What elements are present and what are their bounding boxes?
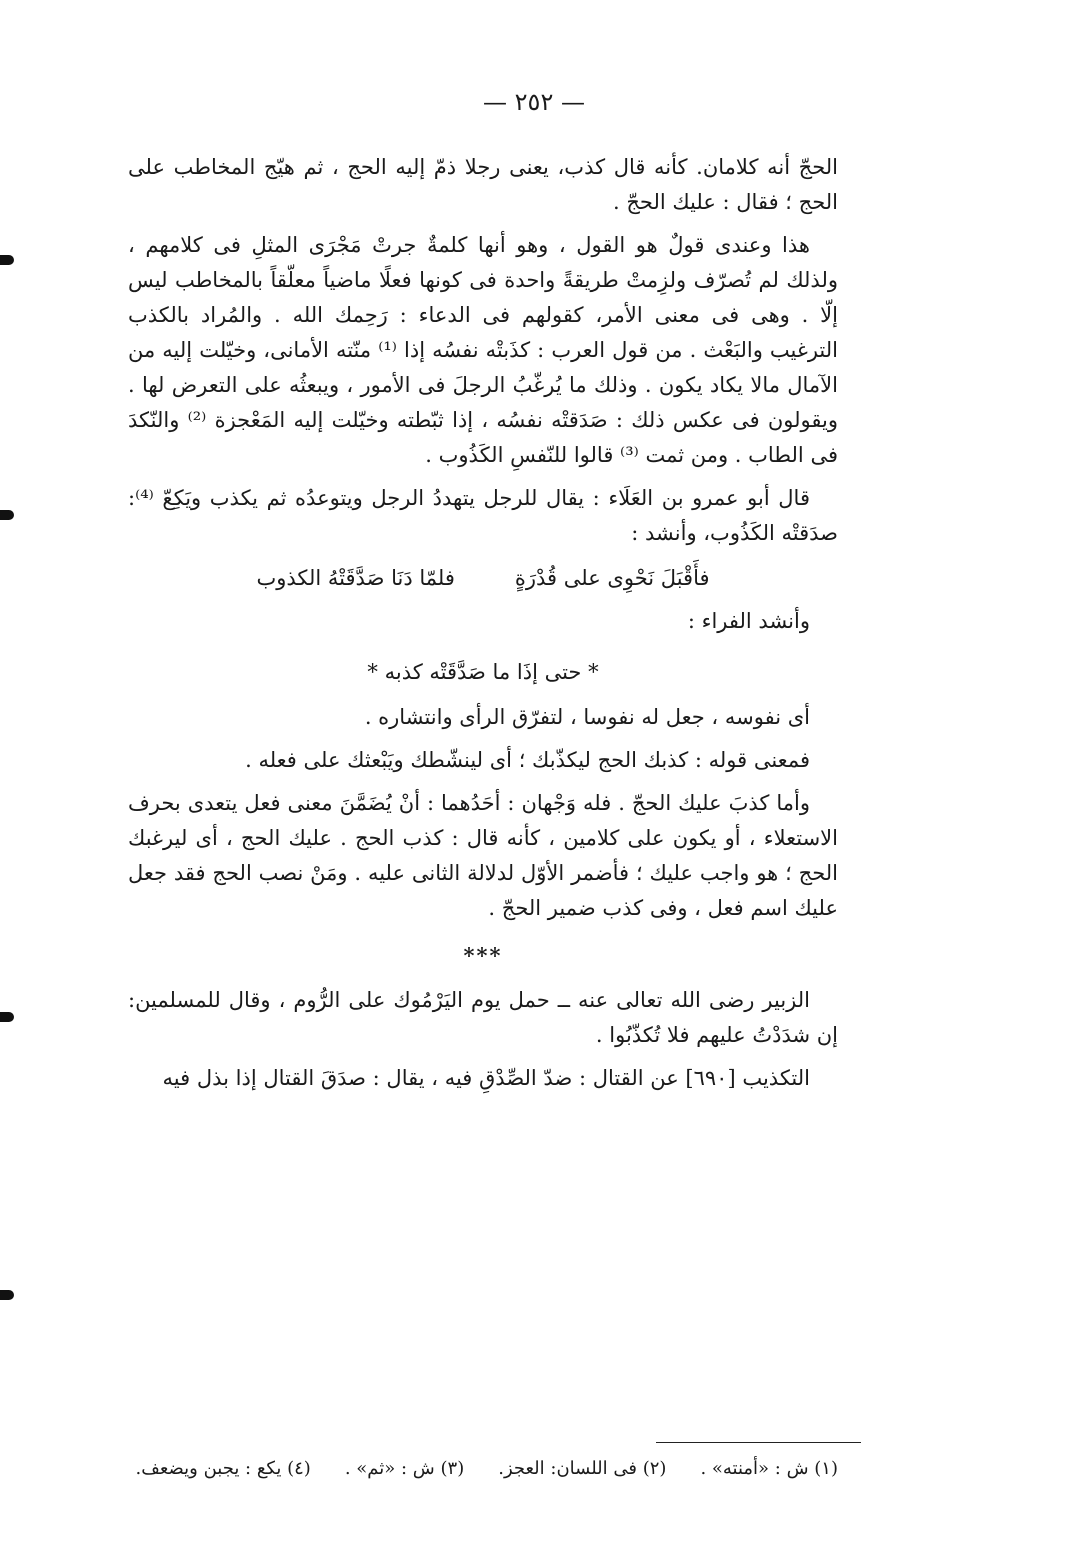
poem-verse [128,561,838,596]
paragraph: فمعنى قوله : كذبك الحج ليكذّبك ؛ أى لينشّطك ويَبْعثك على فعله . [245,748,810,772]
footnote: (٣) ش : «ثم» . [344,1458,465,1479]
paragraph: التكذيب [٦٩٠] عن القتال : ضدّ الصِّدْقِ فيه ، يقال : صدَقَ القتال إذا بذل فيه [162,1066,810,1090]
paragraph: الحجّ أنه كلامان. كأنه قال كذب، يعنى رجلا ذمّ إليه الحج ، ثم هيّج المخاطب على الحج ؛ فقال : عليك الحجّ . [128,155,838,214]
page-edge-mark [0,510,14,520]
verse-hemistich: فأَقْبَلَ نَحْوِى على قُدْرَةٍ [514,566,710,590]
page-edge-mark [0,255,14,265]
paragraph: أى نفوسه ، جعل له نفوسا ، لتفرّق الرأى وانتشاره . [364,705,810,729]
paragraph: الزبير رضى الله تعالى عنه ــ حمل يوم اليَرْمُوك على الرُّوم ، وقال للمسلمين: إن شدَدْتُ عليهم فلا تُكذّبُوا . [128,988,838,1047]
footnote: (٤) يكع : يجبن ويضعف. [135,1458,311,1479]
main-text [128,150,838,1104]
poem-verse: * حتى إذَا ما صَدَّقَتْه كذبه * [367,660,599,684]
section-separator: *** [463,943,503,968]
paragraph: وأما كذبَ عليك الحجّ . فله وَجْهان : أحَدُهما : أنْ يُضَمَّنَ معنى فعل يتعدى بحرف الاستعلاء ، أو يكون على كلامين ، كأنه قال : كذب الحج . عليك الحج ، أى ليرغبك الحج ؛ هو واجب عليك ؛ فأضمر الأوّل لدلالة الثانى عليه . ومَنْ نصب الحج فقد جعل عليك اسم فعل ، وفى كذب ضمير الحجّ . [128,791,838,920]
footnote: (١) ش : «أمنته» . [700,1458,838,1479]
paragraph: قال أبو عمرو بن العَلَاء : يقال للرجل يتهددُ الرجل ويتوعدُه ثم يكذب ويَكِعّ ⁽⁴⁾: صدَقتْه الكَذُوب، وأنشد : [128,486,838,545]
footnote-rule [656,1442,861,1443]
page-edge-mark [0,1290,14,1300]
footnotes [128,1458,838,1479]
footnote: (٢) فى اللسان: العجز. [498,1458,667,1479]
page-edge-mark [0,1012,14,1022]
verse-hemistich: فلمّا دَنَا صَدَّقَتْهُ الكذوب [256,566,455,590]
paragraph: وأنشد الفراء : [687,609,810,633]
page-number: — ٢٥٢ — [483,88,585,116]
paragraph: هذا وعندى قولٌ هو القول ، وهو أنها كلمةٌ جرتْ مَجْرَى المثلِ فى كلامهم ، ولذلك لم تُصرّف ولزِمتْ طريقةً واحدة فى كونها فعلًا ماضياً معلّقاً بالمخاطب ليس إلّا . وهى فى معنى الأمر، كقولهم فى الدعاء : رَحِمك الله . والمُراد بالكذب الترغيب والبَعْث . من قول العرب : كذَبتْه نفسُه إذا ⁽¹⁾ منّته الأمانى، وخيّلت إليه من الآمال مالا يكاد يكون . وذلك ما يُرغّبُ الرجلَ فى الأمور ، ويبعثُه على التعرض لها . ويقولون فى عكس ذلك : صَدَقتْه نفسُه ، إذا ثبّطته وخيّلت إليه المَعْجزة ⁽²⁾ والنّكدَ فى الطاب . ومن ثمت ⁽³⁾ قالوا للنّفسِ الكَذُوب . [128,233,838,467]
